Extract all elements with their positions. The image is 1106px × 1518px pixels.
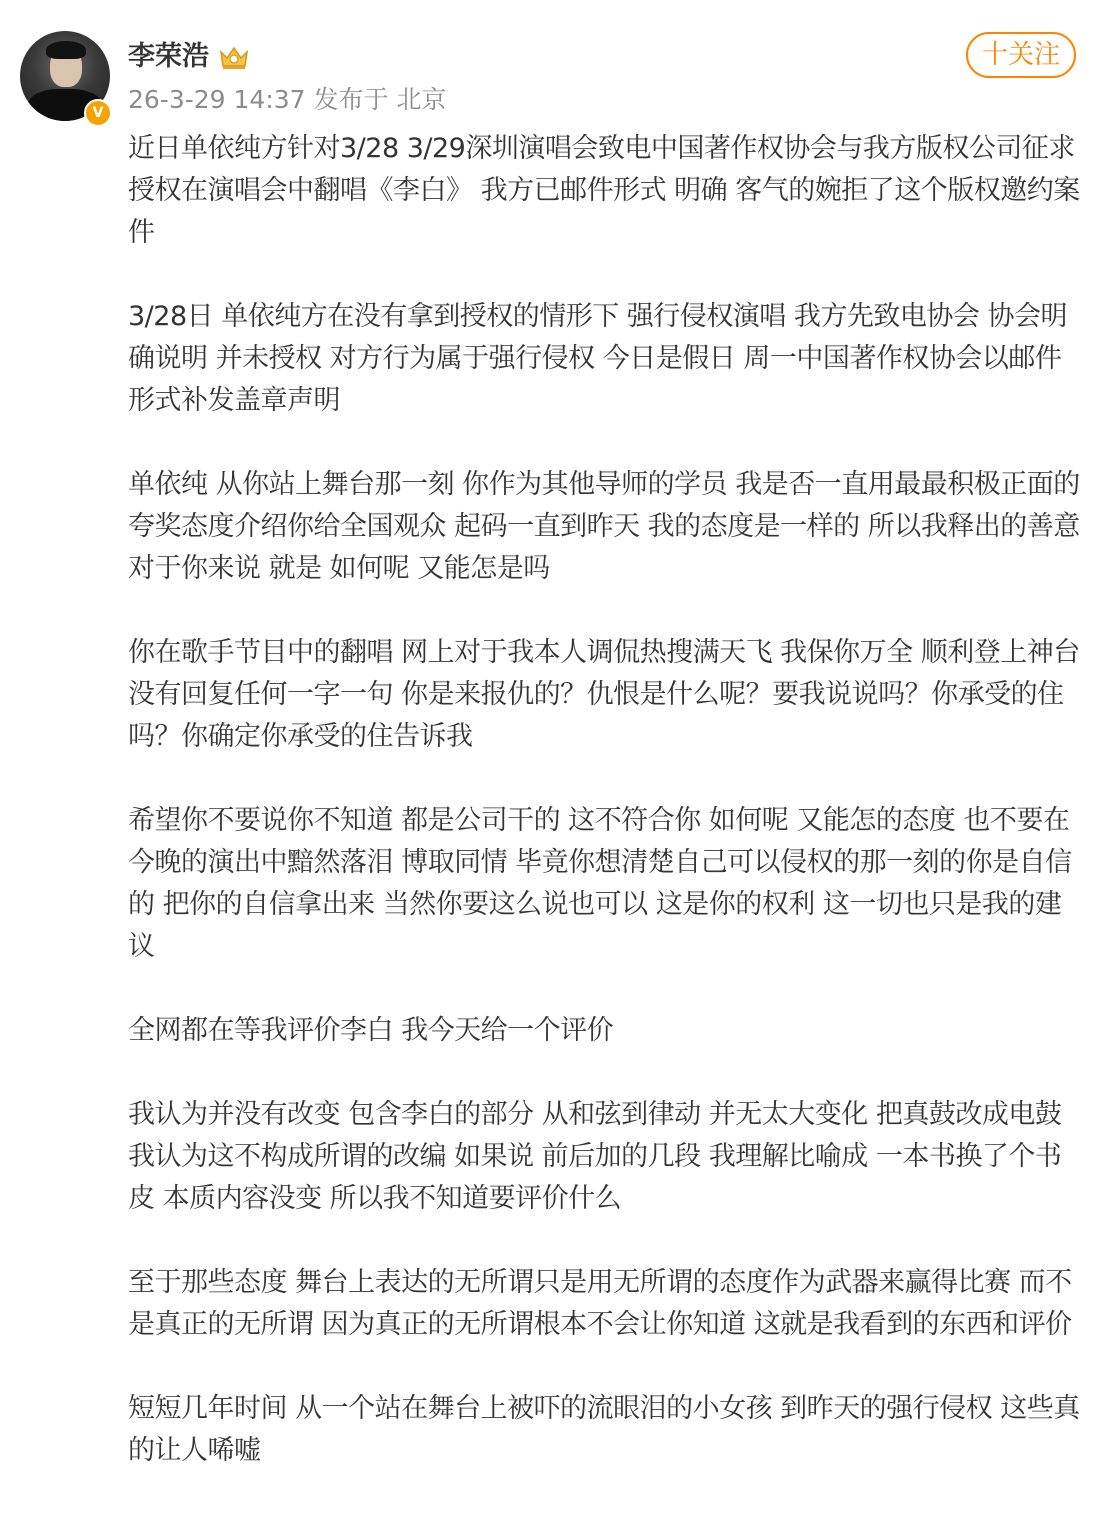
post-paragraph: 我认为并没有改变 包含李白的部分 从和弦到律动 并无太大变化 把真鼓改成电鼓 我认为这不构成所谓的改编 如果说 前后加的几段 我理解比喻成 一本书换了个书皮 本质内容没变 所以我不知道要评价什么	[128, 1099, 1062, 1214]
post-paragraph: 你在歌手节目中的翻唱 网上对于我本人调侃热搜满天飞 我保你万全 顺利登上神台 没有回复任何一字一句 你是来报仇的？仇恨是什么呢？要我说说吗？你承受的住吗？你确定你承受的住告诉我	[128, 637, 1080, 752]
follow-button[interactable]: 十关注	[966, 32, 1076, 78]
post-timestamp: 26-3-29 14:37	[128, 85, 306, 114]
author-name[interactable]: 李荣浩	[128, 41, 209, 72]
post-paragraph: 单依纯 从你站上舞台那一刻 你作为其他导师的学员 我是否一直用最最积极正面的夸奖态度介绍你给全国观众 起码一直到昨天 我的态度是一样的 所以我释出的善意对于你来说 就是 如何呢 又能怎是吗	[128, 469, 1080, 584]
post-header	[0, 0, 1106, 125]
post-paragraph: 至于那些态度 舞台上表达的无所谓只是用无所谓的态度作为武器来赢得比赛 而不是真正的无所谓 因为真正的无所谓根本不会让你知道 这就是我看到的东西和评价	[128, 1267, 1072, 1340]
post-paragraph: 短短几年时间 从一个站在舞台上被吓的流眼泪的小女孩 到昨天的强行侵权 这些真的让人唏嘘	[128, 1393, 1080, 1466]
vip-crown-icon	[217, 42, 251, 72]
post-body	[128, 128, 1083, 1472]
post-paragraph: 希望你不要说你不知道 都是公司干的 这不符合你 如何呢 又能怎的态度 也不要在今晚的演出中黯然落泪 博取同情 毕竟你想清楚自己可以侵权的那一刻的你是自信的 把你的自信拿出来 当然你要这么说也可以 这是你的权利 这一切也只是我的建议	[128, 805, 1072, 962]
post-paragraph: 近日单依纯方针对3/28 3/29深圳演唱会致电中国著作权协会与我方版权公司征求授权在演唱会中翻唱《李白》 我方已邮件形式 明确 客气的婉拒了这个版权邀约案件	[128, 133, 1080, 248]
post-meta	[128, 82, 446, 118]
post-paragraph: 3/28日 单依纯方在没有拿到授权的情形下 强行侵权演唱 我方先致电协会 协会明确说明 并未授权 对方行为属于强行侵权 今日是假日 周一中国著作权协会以邮件形式补发盖章声明	[128, 301, 1067, 416]
post-location: 发布于 北京	[313, 85, 447, 114]
avatar-hair	[46, 41, 86, 59]
verified-v-icon: V	[84, 99, 112, 127]
post-paragraph: 全网都在等我评价李白 我今天给一个评价	[128, 1015, 614, 1046]
